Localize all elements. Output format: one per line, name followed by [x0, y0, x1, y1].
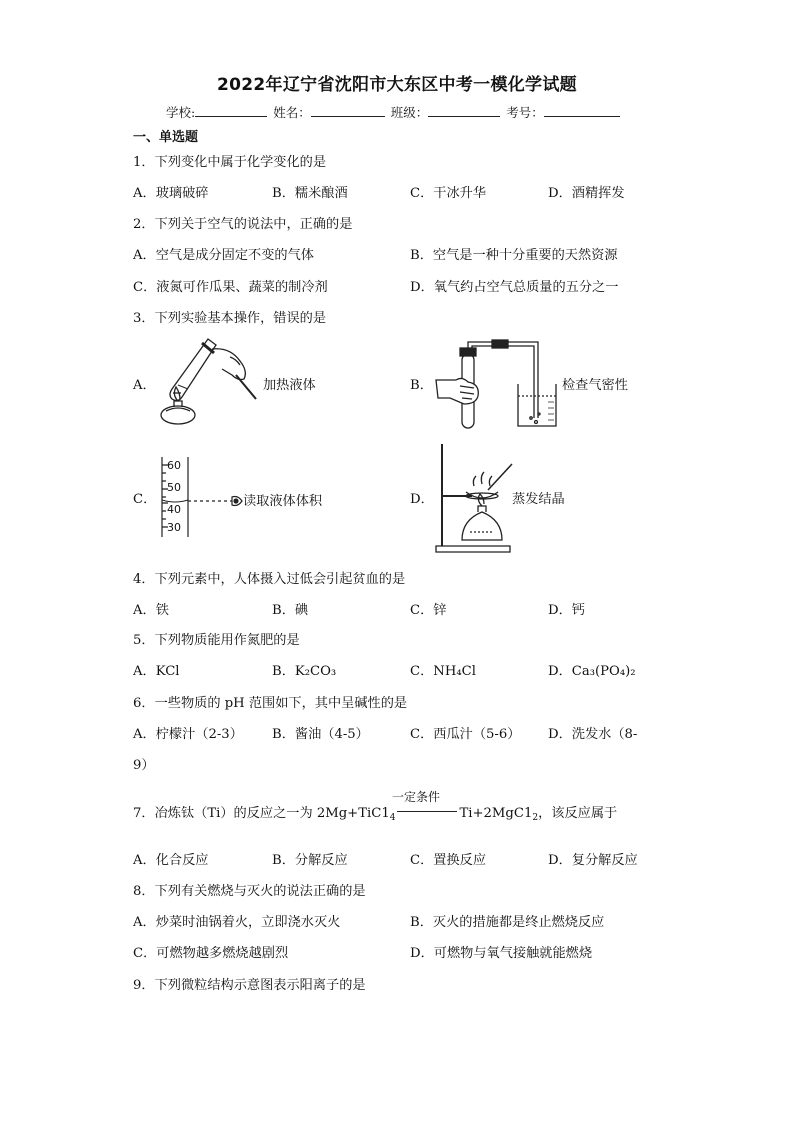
- q8-option-a[interactable]: A．炒菜时油锅着火，立即浇水灭火: [133, 915, 341, 930]
- q7-sub-4: 4: [389, 813, 396, 823]
- school-label: 学校:: [166, 105, 196, 120]
- q1-option-c[interactable]: C．干冰升华: [410, 186, 487, 201]
- question-4-stem: 4．下列元素中，人体摄入过低会引起贫血的是: [133, 572, 406, 587]
- q4-option-c[interactable]: C．锌: [410, 603, 447, 618]
- name-blank[interactable]: [311, 104, 385, 117]
- name-label: 姓名：: [273, 105, 311, 120]
- question-9-stem: 9．下列微粒结构示意图表示阳离子的是: [133, 978, 366, 993]
- q3-c-label: 读取液体体积: [243, 494, 323, 509]
- q7-option-b[interactable]: B．分解反应: [272, 853, 348, 868]
- q6-option-b[interactable]: B．酱油（4-5）: [272, 727, 369, 742]
- q5-option-d[interactable]: D．Ca₃(PO₄)₂: [548, 664, 636, 679]
- q7-sub-2: 2: [532, 813, 539, 823]
- school-blank[interactable]: [195, 104, 267, 117]
- q1-option-b[interactable]: B．糯米酿酒: [272, 186, 348, 201]
- question-2-stem: 2．下列关于空气的说法中，正确的是: [133, 217, 353, 232]
- q6-option-d[interactable]: D．洗发水（8-: [548, 727, 638, 742]
- exam-number-blank[interactable]: [544, 104, 620, 117]
- section-heading: 一、单选题: [133, 130, 199, 145]
- student-info-line: [166, 103, 622, 121]
- q8-option-d[interactable]: D．可燃物与氧气接触就能燃烧: [410, 946, 593, 961]
- cylinder-tick-40: 40: [167, 503, 181, 516]
- q2-option-b[interactable]: B．空气是一种十分重要的天然资源: [410, 248, 618, 263]
- cylinder-tick-50: 50: [167, 481, 181, 494]
- q1-option-d[interactable]: D．酒精挥发: [548, 186, 625, 201]
- q4-option-a[interactable]: A．铁: [133, 603, 169, 618]
- q5-option-c[interactable]: C．NH₄Cl: [410, 664, 476, 679]
- heating-liquid-figure: [152, 335, 262, 430]
- cylinder-tick-60: 60: [167, 459, 181, 472]
- q5-option-a[interactable]: A．KCl: [133, 664, 180, 679]
- q3-d-label: 蒸发结晶: [512, 492, 565, 507]
- q7-option-c[interactable]: C．置换反应: [410, 853, 487, 868]
- evaporation-figure: [432, 440, 514, 556]
- class-blank[interactable]: [428, 104, 500, 117]
- airtight-check-figure: [432, 338, 562, 430]
- reaction-condition: 一定条件: [392, 790, 441, 804]
- page-title: 2022年辽宁省沈阳市大东区中考一模化学试题: [217, 75, 577, 95]
- q3-option-d[interactable]: D．: [410, 492, 434, 507]
- question-5-stem: 5．下列物质能用作氮肥的是: [133, 633, 300, 648]
- q6-option-d-wrap: 9）: [133, 758, 155, 773]
- q3-option-c[interactable]: C．: [133, 492, 157, 507]
- q7-stem-prefix: 7．冶炼钛（Ti）的反应之一为 2Mg+TiC1: [133, 806, 390, 821]
- q7-stem-suffix: ，该反应属于: [538, 806, 618, 821]
- cylinder-tick-30: 30: [167, 521, 181, 534]
- question-7-stem: [133, 802, 617, 823]
- q6-option-a[interactable]: A．柠檬汁（2-3）: [133, 727, 243, 742]
- q4-option-b[interactable]: B．碘: [272, 603, 309, 618]
- q8-option-c[interactable]: C．可燃物越多燃烧越剧烈: [133, 946, 289, 961]
- exam-number-label: 考号：: [506, 105, 544, 120]
- q3-b-label: 检查气密性: [562, 378, 628, 393]
- reaction-arrow: [397, 811, 457, 812]
- q2-option-c[interactable]: C．液氮可作瓜果、蔬菜的制冷剂: [133, 280, 328, 295]
- q6-option-c[interactable]: C．西瓜汁（5-6）: [410, 727, 521, 742]
- question-6-stem: 6．一些物质的 pH 范围如下，其中呈碱性的是: [133, 696, 408, 711]
- class-label: 班级：: [390, 105, 429, 120]
- question-3-stem: 3．下列实验基本操作，错误的是: [133, 311, 327, 326]
- q1-option-a[interactable]: A．玻璃破碎: [133, 186, 209, 201]
- q8-option-b[interactable]: B．灭火的措施都是终止燃烧反应: [410, 915, 605, 930]
- q3-option-b[interactable]: B．: [410, 378, 433, 393]
- q4-option-d[interactable]: D．钙: [548, 603, 585, 618]
- question-1-stem: 1．下列变化中属于化学变化的是: [133, 155, 327, 170]
- q7-option-a[interactable]: A．化合反应: [133, 853, 209, 868]
- q2-option-a[interactable]: A．空气是成分固定不变的气体: [133, 248, 314, 263]
- q7-stem-mid: Ti+2MgC1: [459, 806, 533, 821]
- q7-option-d[interactable]: D．复分解反应: [548, 853, 638, 868]
- q3-a-label: 加热液体: [263, 378, 316, 393]
- q2-option-d[interactable]: D．氧气约占空气总质量的五分之一: [410, 280, 619, 295]
- question-8-stem: 8．下列有关燃烧与灭火的说法正确的是: [133, 884, 366, 899]
- q3-option-a[interactable]: A．: [133, 378, 156, 393]
- q5-option-b[interactable]: B．K₂CO₃: [272, 664, 337, 679]
